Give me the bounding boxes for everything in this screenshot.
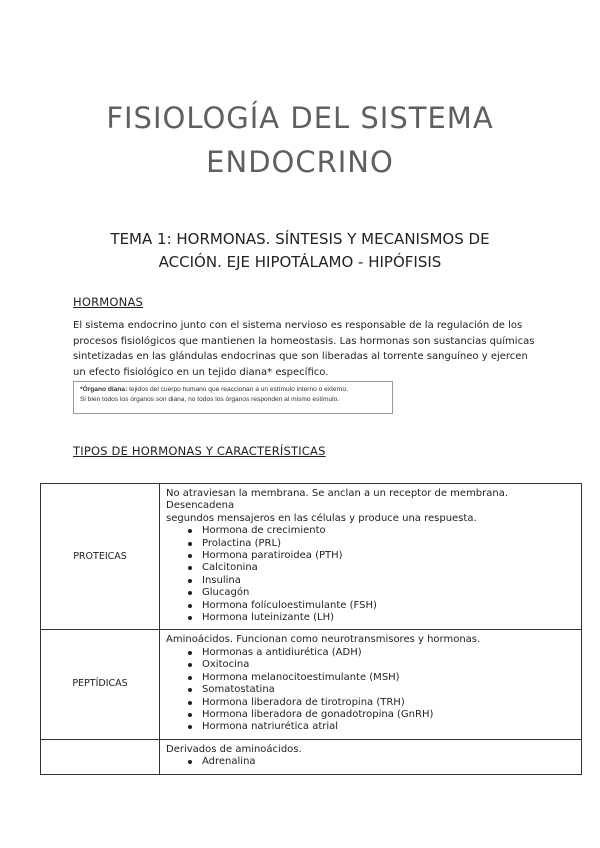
footnote-label: *Órgano diana: <box>80 386 128 393</box>
table-row <box>41 630 582 739</box>
list-item: Hormona folículoestimulante (FSH) <box>202 600 575 612</box>
hormone-list <box>166 647 575 734</box>
footnote-line <box>80 385 386 395</box>
intro-line: un efecto fisiológico en un tejido diana* específico. <box>73 366 329 378</box>
hormone-list <box>166 756 575 768</box>
list-item: Somatostatina <box>202 684 575 696</box>
intro-line: procesos fisiológicos que mantienen la homeostasis. Las hormonas son sustancias químicas <box>73 335 535 347</box>
intro-line: El sistema endocrino junto con el sistema nervioso es responsable de la regulación de los <box>73 320 523 331</box>
footnote-box <box>73 381 393 414</box>
description-line: No atraviesan la membrana. Se anclan a un receptor de membrana. Desencadena <box>166 488 509 512</box>
footnote-text: tejidos del cuerpo humano que reaccionan a un estímulo interno o externo. <box>127 386 348 393</box>
description-line: Aminoácidos. Funcionan como neurotransmisores y hormonas. <box>166 634 481 646</box>
list-item: Hormona de crecimiento <box>202 525 575 537</box>
table-row <box>41 484 582 630</box>
hormone-types-table-body <box>41 484 582 775</box>
section-heading-hormonas: HORMONAS <box>73 295 144 309</box>
list-item: Glucagón <box>202 587 575 599</box>
hormone-type-description <box>160 630 582 739</box>
table-row <box>41 739 582 774</box>
hormone-type-name: PEPTÍDICAS <box>41 630 160 739</box>
hormone-types-table <box>40 483 582 775</box>
list-item: Hormona luteinizante (LH) <box>202 612 575 624</box>
list-item: Hormona paratiroidea (PTH) <box>202 550 575 562</box>
list-item: Calcitonina <box>202 562 575 574</box>
footnote-line: Si bien todos los órganos son diana, no todos los órganos responden al mismo estímulo. <box>80 396 340 403</box>
list-item: Hormona natriurética atrial <box>202 721 575 733</box>
intro-paragraph <box>73 318 543 380</box>
list-item: Hormona liberadora de tirotropina (TRH) <box>202 697 575 709</box>
hormone-list <box>166 525 575 624</box>
topic-subtitle-line: TEMA 1: HORMONAS. SÍNTESIS Y MECANISMOS DE <box>110 230 490 248</box>
list-item: Oxitocina <box>202 659 575 671</box>
list-item: Hormona liberadora de gonadotropina (GnRH) <box>202 709 575 721</box>
list-item: Hormonas a antidiurética (ADH) <box>202 647 575 659</box>
page-title-line: ENDOCRINO <box>206 145 394 179</box>
section-heading-tipos: TIPOS DE HORMONAS Y CARACTERÍSTICAS <box>73 444 326 458</box>
list-item: Hormona melanocitoestimulante (MSH) <box>202 672 575 684</box>
list-item: Adrenalina <box>202 756 575 768</box>
topic-subtitle-line: ACCIÓN. EJE HIPOTÁLAMO - HIPÓFISIS <box>158 253 442 271</box>
list-item: Prolactina (PRL) <box>202 538 575 550</box>
page-title-line: FISIOLOGÍA DEL SISTEMA <box>106 101 494 135</box>
list-item: Insulina <box>202 575 575 587</box>
description-line: Derivados de aminoácidos. <box>166 743 302 755</box>
page-title <box>0 96 600 184</box>
intro-line: sintetizadas en las glándulas endocrinas que son liberadas al torrente sanguíneo y ejercen <box>73 351 528 362</box>
hormone-type-description <box>160 739 582 774</box>
hormone-type-name <box>41 739 160 774</box>
topic-subtitle <box>60 228 540 274</box>
hormone-type-name: PROTEICAS <box>41 484 160 630</box>
description-line: segundos mensajeros en las células y produce una respuesta. <box>166 512 477 524</box>
hormone-type-description <box>160 484 582 630</box>
